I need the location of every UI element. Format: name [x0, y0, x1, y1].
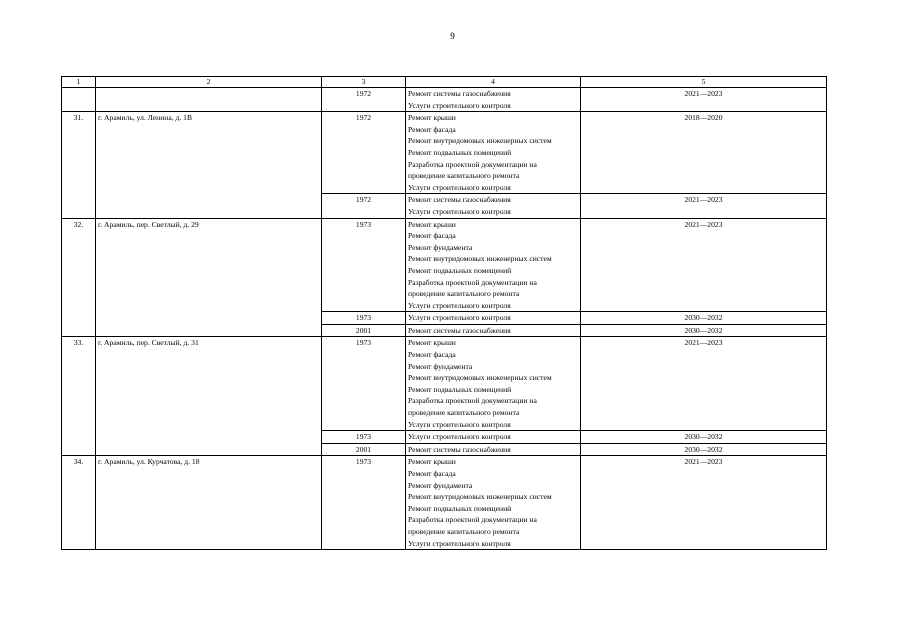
- header-cell: 4: [406, 77, 581, 88]
- planned-period: 2030—2032: [581, 443, 827, 456]
- work-item: Услуги строительного контроля: [408, 100, 511, 110]
- work-item: Разработка проектной документации на: [408, 396, 537, 406]
- works-list: [406, 337, 581, 431]
- commissioning-year: 2001: [322, 324, 406, 337]
- row-number: 32.: [62, 218, 96, 337]
- work-item: Ремонт внутридомовых инженерных систем: [408, 136, 552, 146]
- work-item: Ремонт внутридомовых инженерных систем: [408, 373, 552, 383]
- work-item: Ремонт фундамента: [408, 361, 473, 371]
- work-item: Ремонт фундамента: [408, 242, 473, 252]
- planned-period: 2018—2020: [581, 112, 827, 194]
- commissioning-year: 1973: [322, 218, 406, 312]
- work-item: Ремонт крыши: [408, 219, 456, 229]
- work-item: Ремонт системы газоснабжения: [408, 195, 511, 205]
- building-address: г. Арамиль, ул. Курчатова, д. 18: [96, 456, 322, 550]
- works-list: [406, 456, 581, 550]
- header-cell: 1: [62, 77, 96, 88]
- works-list: [406, 312, 581, 325]
- work-item: Ремонт системы газоснабжения: [408, 325, 511, 335]
- work-item: Разработка проектной документации на: [408, 515, 537, 525]
- work-item: Ремонт подвальных помещений: [408, 265, 512, 275]
- work-item: Услуги строительного контроля: [408, 432, 511, 442]
- commissioning-year: 1972: [322, 88, 406, 112]
- commissioning-year: 2001: [322, 443, 406, 456]
- work-item: проведение капитального ремонта: [408, 526, 520, 536]
- table-row: [62, 456, 827, 550]
- works-list: [406, 88, 581, 112]
- work-item: Ремонт внутридомовых инженерных систем: [408, 492, 552, 502]
- header-cell: 2: [96, 77, 322, 88]
- building-address: [96, 88, 322, 112]
- work-item: Ремонт фасада: [408, 469, 456, 478]
- header-cell: 3: [322, 77, 406, 88]
- work-item: Услуги строительного контроля: [408, 419, 511, 429]
- works-list: [406, 112, 581, 194]
- work-item: Ремонт системы газоснабжения: [408, 89, 511, 98]
- planned-period: 2021—2023: [581, 88, 827, 112]
- planned-period: 2021—2023: [581, 456, 827, 550]
- page-number: 9: [450, 31, 455, 41]
- table-row: [62, 218, 827, 312]
- building-address: г. Арамиль, пер. Светлый, д. 31: [96, 337, 322, 456]
- planned-period: 2030—2032: [581, 431, 827, 444]
- work-item: Ремонт внутридомовых инженерных систем: [408, 254, 552, 264]
- building-address: г. Арамиль, ул. Ленина, д. 1В: [96, 112, 322, 218]
- commissioning-year: 1972: [322, 112, 406, 194]
- planned-period: 2021—2023: [581, 194, 827, 218]
- work-item: Ремонт системы газоснабжения: [408, 444, 511, 454]
- work-item: Ремонт крыши: [408, 338, 456, 348]
- table-row: [62, 112, 827, 194]
- work-item: Ремонт подвальных помещений: [408, 384, 512, 394]
- row-number: 31.: [62, 112, 96, 218]
- planned-period: 2021—2023: [581, 337, 827, 431]
- commissioning-year: 1973: [322, 337, 406, 431]
- table-row: [62, 337, 827, 431]
- planned-period: 2030—2032: [581, 324, 827, 337]
- header-cell: 5: [581, 77, 827, 88]
- works-list: [406, 443, 581, 456]
- planned-period: 2030—2032: [581, 312, 827, 325]
- work-item: Ремонт подвальных помещений: [408, 147, 512, 157]
- planned-period: 2021—2023: [581, 218, 827, 312]
- works-list: [406, 194, 581, 218]
- work-item: проведение капитального ремонта: [408, 408, 520, 418]
- work-item: Услуги строительного контроля: [408, 182, 511, 192]
- row-number: 33.: [62, 337, 96, 456]
- commissioning-year: 1972: [322, 194, 406, 218]
- work-item: проведение капитального ремонта: [408, 289, 520, 299]
- work-item: Ремонт фасада: [408, 124, 456, 134]
- work-item: Разработка проектной документации на: [408, 277, 537, 287]
- work-item: Ремонт подвальных помещений: [408, 503, 512, 513]
- commissioning-year: 1973: [322, 312, 406, 325]
- work-item: Услуги строительного контроля: [408, 538, 511, 548]
- work-item: Разработка проектной документации на: [408, 159, 537, 169]
- work-item: Услуги строительного контроля: [408, 206, 511, 216]
- work-item: Ремонт фасада: [408, 231, 456, 241]
- row-number: [62, 88, 96, 112]
- work-item: Ремонт крыши: [408, 457, 456, 467]
- commissioning-year: 1973: [322, 431, 406, 444]
- work-item: Ремонт фасада: [408, 350, 456, 360]
- work-item: проведение капитального ремонта: [408, 171, 520, 181]
- work-item: Ремонт фундамента: [408, 480, 473, 490]
- row-number: 34.: [62, 456, 96, 550]
- works-list: [406, 324, 581, 337]
- works-list: [406, 218, 581, 312]
- work-item: Услуги строительного контроля: [408, 300, 511, 310]
- building-address: г. Арамиль, пер. Светлый, д. 29: [96, 218, 322, 337]
- work-item: Ремонт крыши: [408, 113, 456, 123]
- commissioning-year: 1973: [322, 456, 406, 550]
- repair-schedule-table: [61, 76, 827, 550]
- work-item: Услуги строительного контроля: [408, 313, 511, 323]
- works-list: [406, 431, 581, 444]
- header-row: [62, 77, 827, 88]
- table-row: [62, 88, 827, 112]
